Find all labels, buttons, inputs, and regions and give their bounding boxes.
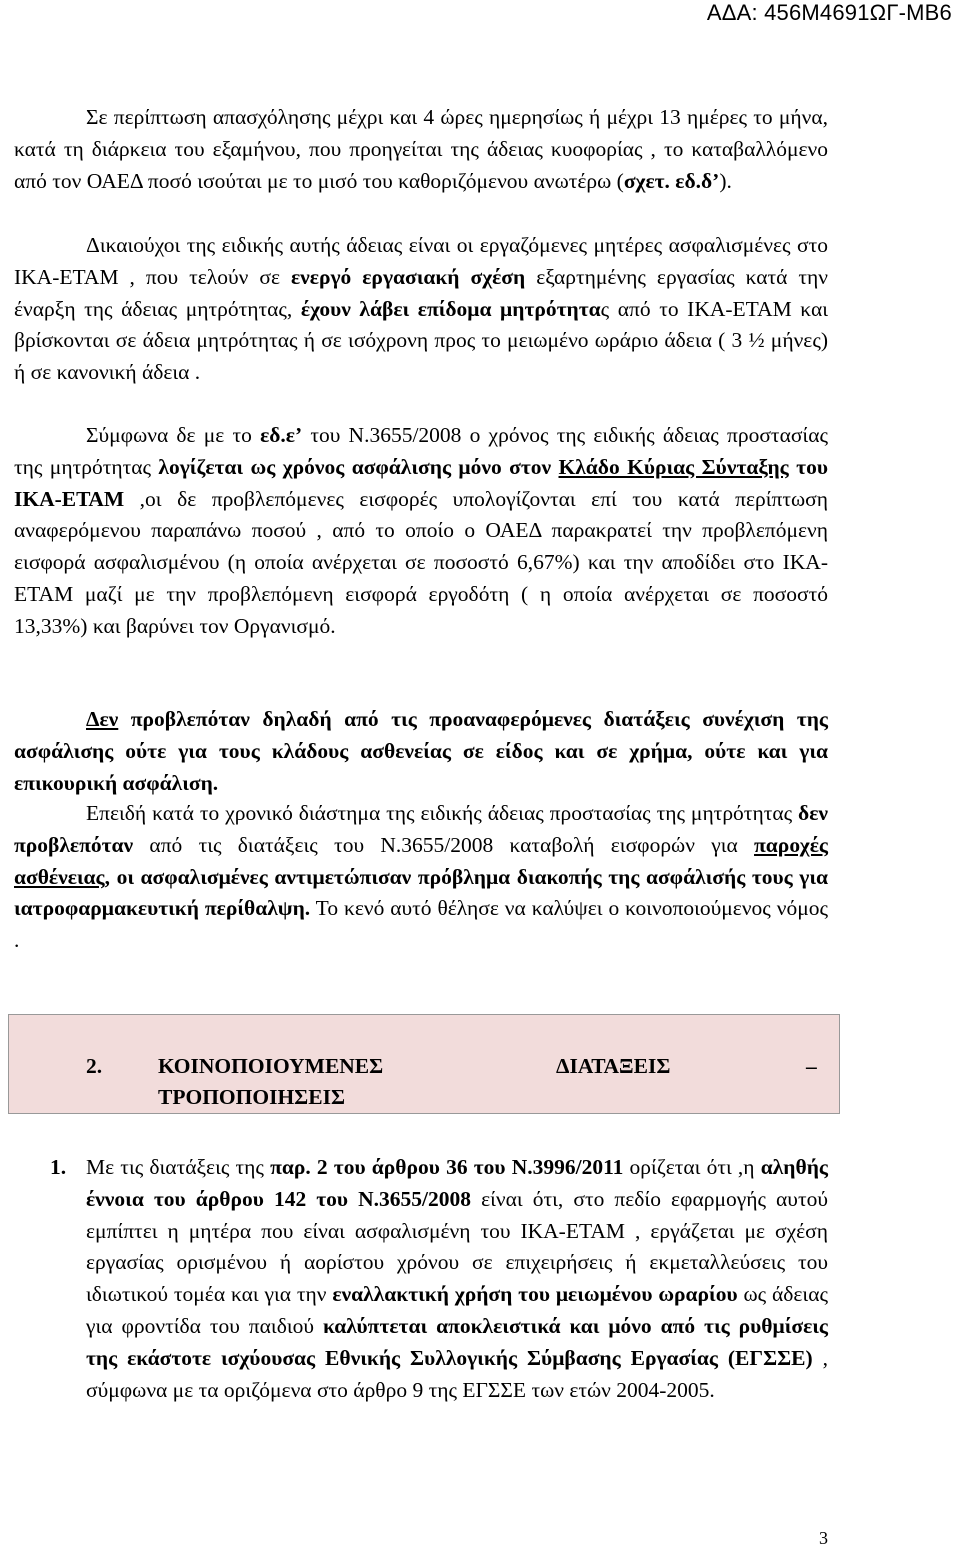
underlined-bold-text: Κλάδο Κύριας Σύνταξης <box>558 454 789 479</box>
section-title-part: ΤΡΟΠΟΠΟΙΗΣΕΙΣ <box>158 1085 346 1109</box>
paragraph-1 <box>14 102 828 197</box>
underlined-bold-text: παροχές ασθένειας <box>14 832 828 889</box>
bold-text: λογίζεται ως χρόνος ασφάλισης μόνο στον <box>158 454 559 479</box>
text: , σύμφωνα με τα οριζόμενα στο άρθρο 9 της ΕΓΣΣΕ των ετών 2004-2005. <box>86 1345 828 1402</box>
item-1 <box>86 1152 828 1406</box>
paragraph-4 <box>14 704 828 799</box>
section-title-part: ΚΟΙΝΟΠΟΙΟΥΜΕΝΕΣ <box>158 1054 384 1078</box>
bold-text: καλύπτεται αποκλειστικά και μόνο από τις ρυθμίσεις της εκάστοτε ισχύουσας Εθνικής Συλλογικής Σύμβασης Εργασίας (ΕΓΣΣΕ) <box>86 1313 828 1370</box>
text: Επειδή κατά το χρονικό διάστημα της ειδικής άδειας προστασίας της μητρότητας <box>86 801 799 825</box>
bold-text: σχετ. εδ.δ’ <box>623 168 720 193</box>
text: ως άδειας για φροντίδα του παιδιού <box>86 1282 828 1338</box>
page-number: 3 <box>819 1528 828 1548</box>
bold-text: εναλλακτική χρήση του μειωμένου ωραρίου <box>332 1282 738 1307</box>
section-number: 2. <box>86 1054 103 1078</box>
section-heading-box <box>8 1014 840 1114</box>
bold-text: ενεργό εργασιακή σχέση <box>290 264 526 289</box>
text: Δικαιούχοι της ειδικής αυτής άδειας είναι οι εργαζόμενες μητέρες ασφαλισμένες στο ΙΚΑ-ΕΤΑΜ , που τελούν σε <box>14 233 828 289</box>
section-title-dash: – <box>806 1054 817 1078</box>
paragraph-3 <box>14 420 828 643</box>
bold-text: , οι ασφαλισμένες αντιμετώπισαν πρόβλημα διακοπής της ασφάλισής τους για ιατροφαρμακευτική περίθαλψη. <box>14 864 828 921</box>
text: του Ν.3655/2008 ο χρόνος της ειδικής άδειας προστασίας της μητρότητας <box>14 423 828 479</box>
text: ,οι δε προβλεπόμενες εισφορές υπολογίζονται επί του κατά περίπτωση αναφερόμενου παραπάνω ποσού , από το οποίο ο ΟΑΕΔ παρακρατεί την προβλεπόμενη εισφορά ασφαλισμένου (η οποία ανέρχεται σε ποσοστό 6,67%) και την αποδίδει στο ΙΚΑ-ΕΤΑΜ μαζί με την προβλεπόμενη εισφορά εργοδότη ( η οποία ανέρχεται σε ποσοστό 13,33%) και βαρύνει τον Οργανισμό. <box>14 486 828 638</box>
text: ). <box>719 168 732 193</box>
item-number: 1. <box>50 1155 67 1179</box>
section-title-part: ΔΙΑΤΑΞΕΙΣ <box>556 1054 671 1078</box>
text: Σε περίπτωση απασχόλησης μέχρι και 4 ώρες ημερησίως ή μέχρι 13 ημέρες το μήνα, κατά τη διάρκεια του εξαμήνου, που προηγείται της άδειας κυοφορίας , το καταβαλλόμενο από τον ΟΑΕΔ ποσό ισούται με το μισό του καθοριζόμενου ανωτέρω ( <box>14 105 828 193</box>
text: Το κενό αυτό θέλησε να καλύψει ο κοινοποιούμενος νόμος . <box>14 896 828 953</box>
underlined-bold-text: Δεν <box>86 707 119 731</box>
text: εξαρτημένης εργασίας κατά την έναρξη της άδειας μητρότητας, <box>14 264 828 321</box>
text: ορίζεται ότι ,η <box>623 1155 761 1179</box>
paragraph-5 <box>14 798 828 957</box>
bold-text: δεν προβλεπόταν <box>14 801 828 857</box>
bold-text: έχουν λάβει επίδομα μητρότητα <box>300 296 601 321</box>
text: είναι ότι, στο πεδίο εφαρμογής αυτού εμπίπτει η μητέρα που είναι ασφαλισμένη του ΙΚΑ-ΕΤΑΜ , εργάζεται με σχέση εργασίας ορισμένου ή αορίστου χρόνου σε επιχειρήσεις ή εκμεταλλεύσεις του ιδιωτικού τομέα και για την <box>86 1186 828 1307</box>
text: από τις διατάξεις του Ν.3655/2008 καταβολή εισφορών για <box>133 832 755 857</box>
bold-text: του ΙΚΑ-ΕΤΑΜ <box>14 454 828 511</box>
bold-text: εδ.ε’ <box>260 423 303 447</box>
ada-code: ΑΔΑ: 456Μ4691ΩΓ-ΜΒ6 <box>706 0 952 25</box>
bold-text: παρ. 2 του άρθρου 36 του Ν.3996/2011 <box>270 1155 624 1179</box>
bold-text: αληθής έννοια του άρθρου 142 του Ν.3655/2008 <box>86 1155 828 1211</box>
text: Με τις διατάξεις της <box>86 1155 271 1179</box>
text: Σύμφωνα δε με το <box>86 423 261 447</box>
bold-text: προβλεπόταν δηλαδή από τις προαναφερόμενες διατάξεις συνέχιση της ασφάλισης ούτε για τους κλάδους ασθενείας σε είδος και σε χρήμα, ούτε και για επικουρική ασφάλιση. <box>14 707 828 795</box>
text: ς από το ΙΚΑ-ΕΤΑΜ και βρίσκονται σε άδεια μητρότητας ή σε ισόχρονη προς το μειωμένο ωράριο άδεια ( 3 ½ μήνες) ή σε κανονική άδεια . <box>14 296 828 385</box>
paragraph-2 <box>14 230 828 389</box>
